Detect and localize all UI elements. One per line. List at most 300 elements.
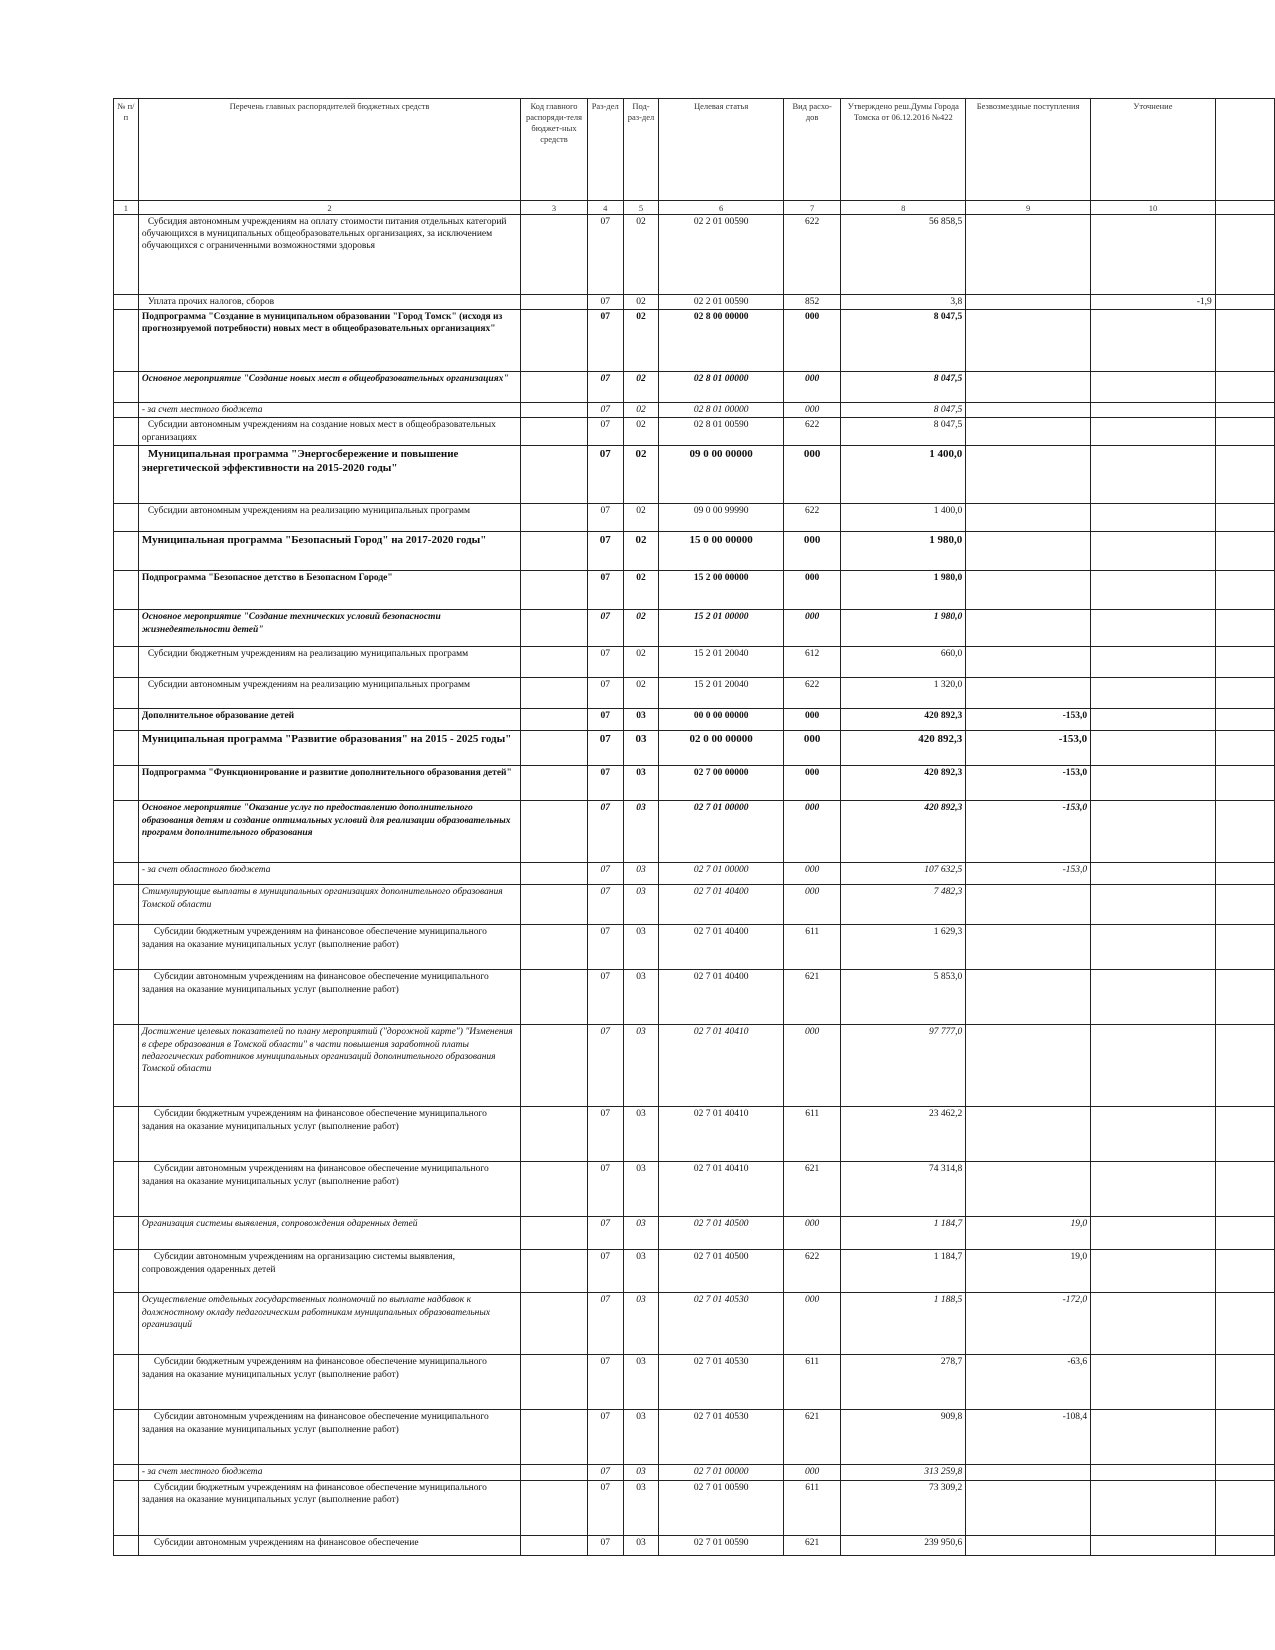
refinement-cell bbox=[1091, 310, 1216, 372]
free-receipts-cell bbox=[966, 1535, 1091, 1555]
row-number-cell bbox=[114, 504, 139, 532]
budget-code-cell bbox=[521, 885, 588, 925]
expense-type-cell: 000 bbox=[783, 1465, 841, 1480]
free-receipts-cell bbox=[966, 1480, 1091, 1535]
row-number-cell bbox=[114, 925, 139, 970]
table-row bbox=[114, 1250, 1275, 1293]
extra-cell bbox=[1215, 446, 1274, 504]
row-description: Осуществление отдельных государственных полномочий по выплате надбавок к должностному окладу педагогическим работникам муниципальных образовательных организаций bbox=[138, 1293, 520, 1355]
row-number-cell bbox=[114, 970, 139, 1025]
budget-code-cell bbox=[521, 571, 588, 610]
row-description: Субсидии автономным учреждениям на реализацию муниципальных программ bbox=[138, 504, 520, 532]
razdel-cell: 07 bbox=[587, 1465, 623, 1480]
row-number-cell bbox=[114, 1535, 139, 1555]
free-receipts-cell: -108,4 bbox=[966, 1410, 1091, 1465]
extra-cell bbox=[1215, 504, 1274, 532]
budget-code-cell bbox=[521, 372, 588, 403]
target-article-cell: 00 0 00 00000 bbox=[659, 709, 784, 731]
extra-cell bbox=[1215, 863, 1274, 885]
approved-amount-cell: 420 892,3 bbox=[841, 801, 966, 863]
extra-cell bbox=[1215, 678, 1274, 709]
row-description: Субсидии автономным учреждениям на организацию системы выявления, сопровождения одаренных детей bbox=[138, 1250, 520, 1293]
row-description: Основное мероприятие "Оказание услуг по предоставлению дополнительного образования детям и создание оптимальных условий для реализации образовательных программ дополнительного образования bbox=[138, 801, 520, 863]
budget-code-cell bbox=[521, 1293, 588, 1355]
refinement-cell bbox=[1091, 1025, 1216, 1107]
podrazdel-cell: 03 bbox=[623, 801, 659, 863]
target-article-cell: 02 7 01 40530 bbox=[659, 1293, 784, 1355]
approved-amount-cell: 23 462,2 bbox=[841, 1107, 966, 1162]
razdel-cell: 07 bbox=[587, 215, 623, 295]
table-row bbox=[114, 403, 1275, 418]
podrazdel-cell: 02 bbox=[623, 418, 659, 446]
refinement-cell bbox=[1091, 1217, 1216, 1250]
extra-cell bbox=[1215, 766, 1274, 801]
target-article-cell: 02 7 00 00000 bbox=[659, 766, 784, 801]
row-number-cell bbox=[114, 1480, 139, 1535]
table-row bbox=[114, 610, 1275, 647]
extra-cell bbox=[1215, 532, 1274, 571]
budget-code-cell bbox=[521, 731, 588, 766]
table-row bbox=[114, 532, 1275, 571]
row-description: Субсидии автономным учреждениям на финансовое обеспечение муниципального задания на оказание муниципальных услуг (выполнение работ) bbox=[138, 1162, 520, 1217]
podrazdel-cell: 02 bbox=[623, 610, 659, 647]
refinement-cell bbox=[1091, 571, 1216, 610]
extra-cell bbox=[1215, 372, 1274, 403]
budget-code-cell bbox=[521, 418, 588, 446]
extra-cell bbox=[1215, 885, 1274, 925]
razdel-cell: 07 bbox=[587, 610, 623, 647]
expense-type-cell: 622 bbox=[783, 678, 841, 709]
row-description: Субсидии автономным учреждениям на финансовое обеспечение муниципального задания на оказание муниципальных услуг (выполнение работ) bbox=[138, 970, 520, 1025]
table-row bbox=[114, 1025, 1275, 1107]
razdel-cell: 07 bbox=[587, 446, 623, 504]
refinement-cell bbox=[1091, 1162, 1216, 1217]
extra-cell bbox=[1215, 1355, 1274, 1410]
extra-cell bbox=[1215, 1025, 1274, 1107]
podrazdel-cell: 03 bbox=[623, 863, 659, 885]
table-row bbox=[114, 801, 1275, 863]
budget-code-cell bbox=[521, 403, 588, 418]
expense-type-cell: 611 bbox=[783, 1107, 841, 1162]
approved-amount-cell: 909,8 bbox=[841, 1410, 966, 1465]
podrazdel-cell: 02 bbox=[623, 403, 659, 418]
target-article-cell: 15 2 01 00000 bbox=[659, 610, 784, 647]
budget-code-cell bbox=[521, 1107, 588, 1162]
table-row bbox=[114, 571, 1275, 610]
row-number-cell bbox=[114, 571, 139, 610]
row-description: Субсидии автономным учреждениям на финансовое обеспечение муниципального задания на оказание муниципальных услуг (выполнение работ) bbox=[138, 1410, 520, 1465]
expense-type-cell: 622 bbox=[783, 215, 841, 295]
row-number-cell bbox=[114, 446, 139, 504]
podrazdel-cell: 03 bbox=[623, 731, 659, 766]
free-receipts-cell bbox=[966, 571, 1091, 610]
column-number: 6 bbox=[659, 201, 784, 215]
refinement-cell: -1,9 bbox=[1091, 295, 1216, 310]
approved-amount-cell: 660,0 bbox=[841, 647, 966, 678]
expense-type-cell: 622 bbox=[783, 418, 841, 446]
razdel-cell: 07 bbox=[587, 372, 623, 403]
razdel-cell: 07 bbox=[587, 678, 623, 709]
free-receipts-cell bbox=[966, 215, 1091, 295]
free-receipts-cell: -63,6 bbox=[966, 1355, 1091, 1410]
podrazdel-cell: 03 bbox=[623, 1480, 659, 1535]
podrazdel-cell: 03 bbox=[623, 1465, 659, 1480]
refinement-cell bbox=[1091, 610, 1216, 647]
podrazdel-cell: 03 bbox=[623, 1250, 659, 1293]
expense-type-cell: 000 bbox=[783, 709, 841, 731]
podrazdel-cell: 03 bbox=[623, 709, 659, 731]
extra-cell bbox=[1215, 925, 1274, 970]
header-cell: Под-раз-дел bbox=[623, 99, 659, 201]
budget-code-cell bbox=[521, 1355, 588, 1410]
approved-amount-cell: 1 400,0 bbox=[841, 446, 966, 504]
razdel-cell: 07 bbox=[587, 1535, 623, 1555]
razdel-cell: 07 bbox=[587, 403, 623, 418]
podrazdel-cell: 02 bbox=[623, 647, 659, 678]
target-article-cell: 02 7 01 00000 bbox=[659, 1465, 784, 1480]
table-row bbox=[114, 647, 1275, 678]
table-row bbox=[114, 1355, 1275, 1410]
target-article-cell: 02 7 01 40530 bbox=[659, 1355, 784, 1410]
target-article-cell: 15 2 01 20040 bbox=[659, 647, 784, 678]
podrazdel-cell: 03 bbox=[623, 885, 659, 925]
razdel-cell: 07 bbox=[587, 731, 623, 766]
row-description: Субсидии бюджетным учреждениям на финансовое обеспечение муниципального задания на оказание муниципальных услуг (выполнение работ) bbox=[138, 1355, 520, 1410]
row-description: Организация системы выявления, сопровождения одаренных детей bbox=[138, 1217, 520, 1250]
approved-amount-cell: 74 314,8 bbox=[841, 1162, 966, 1217]
budget-code-cell bbox=[521, 504, 588, 532]
razdel-cell: 07 bbox=[587, 1355, 623, 1410]
row-number-cell bbox=[114, 1355, 139, 1410]
razdel-cell: 07 bbox=[587, 1162, 623, 1217]
extra-cell bbox=[1215, 403, 1274, 418]
row-number-cell bbox=[114, 647, 139, 678]
table-row bbox=[114, 970, 1275, 1025]
approved-amount-cell: 239 950,6 bbox=[841, 1535, 966, 1555]
table-header-row bbox=[114, 99, 1275, 201]
expense-type-cell: 000 bbox=[783, 1217, 841, 1250]
extra-cell bbox=[1215, 970, 1274, 1025]
target-article-cell: 02 7 01 40400 bbox=[659, 885, 784, 925]
row-description: - за счет областного бюджета bbox=[138, 863, 520, 885]
table-row bbox=[114, 372, 1275, 403]
expense-type-cell: 621 bbox=[783, 1410, 841, 1465]
table-row bbox=[114, 925, 1275, 970]
budget-code-cell bbox=[521, 215, 588, 295]
extra-cell bbox=[1215, 1293, 1274, 1355]
extra-cell bbox=[1215, 571, 1274, 610]
refinement-cell bbox=[1091, 731, 1216, 766]
refinement-cell bbox=[1091, 970, 1216, 1025]
extra-cell bbox=[1215, 647, 1274, 678]
budget-code-cell bbox=[521, 532, 588, 571]
refinement-cell bbox=[1091, 403, 1216, 418]
razdel-cell: 07 bbox=[587, 925, 623, 970]
razdel-cell: 07 bbox=[587, 885, 623, 925]
podrazdel-cell: 02 bbox=[623, 446, 659, 504]
extra-cell bbox=[1215, 1465, 1274, 1480]
razdel-cell: 07 bbox=[587, 766, 623, 801]
row-number-cell bbox=[114, 1217, 139, 1250]
expense-type-cell: 000 bbox=[783, 310, 841, 372]
podrazdel-cell: 03 bbox=[623, 1162, 659, 1217]
free-receipts-cell: -153,0 bbox=[966, 801, 1091, 863]
extra-cell bbox=[1215, 215, 1274, 295]
table-row bbox=[114, 1107, 1275, 1162]
budget-code-cell bbox=[521, 1162, 588, 1217]
approved-amount-cell: 8 047,5 bbox=[841, 310, 966, 372]
free-receipts-cell bbox=[966, 532, 1091, 571]
expense-type-cell: 000 bbox=[783, 532, 841, 571]
podrazdel-cell: 02 bbox=[623, 678, 659, 709]
extra-cell bbox=[1215, 1217, 1274, 1250]
table-row bbox=[114, 446, 1275, 504]
free-receipts-cell bbox=[966, 403, 1091, 418]
header-cell: Код главного распоряди-теля бюджет-ных средств bbox=[521, 99, 588, 201]
refinement-cell bbox=[1091, 801, 1216, 863]
row-number-cell bbox=[114, 863, 139, 885]
refinement-cell bbox=[1091, 709, 1216, 731]
razdel-cell: 07 bbox=[587, 1480, 623, 1535]
row-description: Субсидии бюджетным учреждениям на финансовое обеспечение муниципального задания на оказание муниципальных услуг (выполнение работ) bbox=[138, 1480, 520, 1535]
extra-cell bbox=[1215, 731, 1274, 766]
extra-cell bbox=[1215, 1535, 1274, 1555]
column-number bbox=[1215, 201, 1274, 215]
refinement-cell bbox=[1091, 215, 1216, 295]
budget-code-cell bbox=[521, 310, 588, 372]
table-row bbox=[114, 885, 1275, 925]
expense-type-cell: 000 bbox=[783, 731, 841, 766]
razdel-cell: 07 bbox=[587, 532, 623, 571]
row-description: Субсидии бюджетным учреждениям на финансовое обеспечение муниципального задания на оказание муниципальных услуг (выполнение работ) bbox=[138, 925, 520, 970]
row-number-cell bbox=[114, 532, 139, 571]
budget-code-cell bbox=[521, 295, 588, 310]
table-row bbox=[114, 215, 1275, 295]
table-row bbox=[114, 418, 1275, 446]
refinement-cell bbox=[1091, 1355, 1216, 1410]
approved-amount-cell: 5 853,0 bbox=[841, 970, 966, 1025]
podrazdel-cell: 03 bbox=[623, 970, 659, 1025]
table-row bbox=[114, 1480, 1275, 1535]
row-number-cell bbox=[114, 1107, 139, 1162]
razdel-cell: 07 bbox=[587, 310, 623, 372]
row-description: Муниципальная программа "Энергосбережение и повышение энергетической эффективности на 2015-2020 годы" bbox=[138, 446, 520, 504]
row-number-cell bbox=[114, 731, 139, 766]
column-number: 5 bbox=[623, 201, 659, 215]
expense-type-cell: 000 bbox=[783, 801, 841, 863]
column-number: 3 bbox=[521, 201, 588, 215]
target-article-cell: 02 2 01 00590 bbox=[659, 295, 784, 310]
row-description: Подпрограмма "Функционирование и развитие дополнительного образования детей" bbox=[138, 766, 520, 801]
budget-code-cell bbox=[521, 709, 588, 731]
budget-code-cell bbox=[521, 1250, 588, 1293]
target-article-cell: 02 0 00 00000 bbox=[659, 731, 784, 766]
budget-code-cell bbox=[521, 1535, 588, 1555]
table-row bbox=[114, 766, 1275, 801]
row-number-cell bbox=[114, 885, 139, 925]
target-article-cell: 02 7 01 40410 bbox=[659, 1025, 784, 1107]
podrazdel-cell: 03 bbox=[623, 766, 659, 801]
podrazdel-cell: 02 bbox=[623, 215, 659, 295]
target-article-cell: 02 7 01 40410 bbox=[659, 1162, 784, 1217]
row-description: Достижение целевых показателей по плану мероприятий ("дорожной карте") "Изменения в сфере образования в Томской области" в части повышения заработной платы педагогических работников муниципальных организаций дополнительного образования Томской области bbox=[138, 1025, 520, 1107]
refinement-cell bbox=[1091, 446, 1216, 504]
table-row bbox=[114, 863, 1275, 885]
free-receipts-cell bbox=[966, 1465, 1091, 1480]
free-receipts-cell bbox=[966, 1162, 1091, 1217]
row-description: Субсидии бюджетным учреждениям на финансовое обеспечение муниципального задания на оказание муниципальных услуг (выполнение работ) bbox=[138, 1107, 520, 1162]
target-article-cell: 02 7 01 40400 bbox=[659, 925, 784, 970]
approved-amount-cell: 1 188,5 bbox=[841, 1293, 966, 1355]
free-receipts-cell: 19,0 bbox=[966, 1217, 1091, 1250]
razdel-cell: 07 bbox=[587, 970, 623, 1025]
header-cell: Вид расхо-дов bbox=[783, 99, 841, 201]
target-article-cell: 02 7 01 40500 bbox=[659, 1217, 784, 1250]
refinement-cell bbox=[1091, 863, 1216, 885]
approved-amount-cell: 1 400,0 bbox=[841, 504, 966, 532]
budget-code-cell bbox=[521, 1480, 588, 1535]
expense-type-cell: 000 bbox=[783, 403, 841, 418]
refinement-cell bbox=[1091, 504, 1216, 532]
target-article-cell: 15 2 01 20040 bbox=[659, 678, 784, 709]
razdel-cell: 07 bbox=[587, 1293, 623, 1355]
expense-type-cell: 000 bbox=[783, 571, 841, 610]
refinement-cell bbox=[1091, 885, 1216, 925]
table-row bbox=[114, 731, 1275, 766]
refinement-cell bbox=[1091, 532, 1216, 571]
header-cell: Раз-дел bbox=[587, 99, 623, 201]
column-number: 9 bbox=[966, 201, 1091, 215]
target-article-cell: 02 7 01 40500 bbox=[659, 1250, 784, 1293]
column-number: 2 bbox=[138, 201, 520, 215]
table-row bbox=[114, 678, 1275, 709]
approved-amount-cell: 7 482,3 bbox=[841, 885, 966, 925]
table-row bbox=[114, 1465, 1275, 1480]
row-description: Стимулирующие выплаты в муниципальных организациях дополнительного образования Томской области bbox=[138, 885, 520, 925]
row-description: Субсидии автономным учреждениям на создание новых мест в общеобразовательных организациях bbox=[138, 418, 520, 446]
budget-code-cell bbox=[521, 610, 588, 647]
refinement-cell bbox=[1091, 1293, 1216, 1355]
podrazdel-cell: 03 bbox=[623, 1217, 659, 1250]
row-description: Муниципальная программа "Безопасный Город" на 2017-2020 годы" bbox=[138, 532, 520, 571]
razdel-cell: 07 bbox=[587, 1217, 623, 1250]
row-description: Субсидии бюджетным учреждениям на реализацию муниципальных программ bbox=[138, 647, 520, 678]
expense-type-cell: 000 bbox=[783, 610, 841, 647]
approved-amount-cell: 107 632,5 bbox=[841, 863, 966, 885]
approved-amount-cell: 1 980,0 bbox=[841, 571, 966, 610]
target-article-cell: 02 8 01 00000 bbox=[659, 372, 784, 403]
table-row bbox=[114, 1535, 1275, 1555]
table-row bbox=[114, 1410, 1275, 1465]
podrazdel-cell: 03 bbox=[623, 1107, 659, 1162]
row-description: Уплата прочих налогов, сборов bbox=[138, 295, 520, 310]
free-receipts-cell bbox=[966, 925, 1091, 970]
extra-cell bbox=[1215, 418, 1274, 446]
free-receipts-cell: -153,0 bbox=[966, 731, 1091, 766]
refinement-cell bbox=[1091, 418, 1216, 446]
refinement-cell bbox=[1091, 678, 1216, 709]
podrazdel-cell: 02 bbox=[623, 372, 659, 403]
row-number-cell bbox=[114, 766, 139, 801]
razdel-cell: 07 bbox=[587, 647, 623, 678]
table-row bbox=[114, 709, 1275, 731]
column-number: 4 bbox=[587, 201, 623, 215]
expense-type-cell: 622 bbox=[783, 1250, 841, 1293]
refinement-cell bbox=[1091, 1480, 1216, 1535]
budget-code-cell bbox=[521, 801, 588, 863]
row-number-cell bbox=[114, 310, 139, 372]
approved-amount-cell: 313 259,8 bbox=[841, 1465, 966, 1480]
target-article-cell: 02 7 01 00000 bbox=[659, 863, 784, 885]
approved-amount-cell: 1 184,7 bbox=[841, 1217, 966, 1250]
budget-code-cell bbox=[521, 1025, 588, 1107]
free-receipts-cell bbox=[966, 678, 1091, 709]
podrazdel-cell: 02 bbox=[623, 532, 659, 571]
razdel-cell: 07 bbox=[587, 418, 623, 446]
target-article-cell: 09 0 00 00000 bbox=[659, 446, 784, 504]
target-article-cell: 02 7 01 00000 bbox=[659, 801, 784, 863]
approved-amount-cell: 278,7 bbox=[841, 1355, 966, 1410]
approved-amount-cell: 1 980,0 bbox=[841, 532, 966, 571]
row-number-cell bbox=[114, 1162, 139, 1217]
free-receipts-cell bbox=[966, 372, 1091, 403]
free-receipts-cell bbox=[966, 885, 1091, 925]
target-article-cell: 02 8 01 00590 bbox=[659, 418, 784, 446]
expense-type-cell: 622 bbox=[783, 504, 841, 532]
approved-amount-cell: 3,8 bbox=[841, 295, 966, 310]
refinement-cell bbox=[1091, 1465, 1216, 1480]
row-description: Основное мероприятие "Создание новых мест в общеобразовательных организациях" bbox=[138, 372, 520, 403]
refinement-cell bbox=[1091, 766, 1216, 801]
podrazdel-cell: 03 bbox=[623, 1293, 659, 1355]
podrazdel-cell: 03 bbox=[623, 1025, 659, 1107]
row-description: Основное мероприятие "Создание технических условий безопасности жизнедеятельности детей" bbox=[138, 610, 520, 647]
approved-amount-cell: 1 184,7 bbox=[841, 1250, 966, 1293]
budget-code-cell bbox=[521, 678, 588, 709]
table-row bbox=[114, 295, 1275, 310]
table-row bbox=[114, 310, 1275, 372]
header-cell: Утверждено реш.Думы Города Томска от 06.12.2016 №422 bbox=[841, 99, 966, 201]
column-number-row bbox=[114, 201, 1275, 215]
target-article-cell: 02 8 00 00000 bbox=[659, 310, 784, 372]
expense-type-cell: 611 bbox=[783, 925, 841, 970]
approved-amount-cell: 1 980,0 bbox=[841, 610, 966, 647]
free-receipts-cell bbox=[966, 310, 1091, 372]
header-cell: Уточнение bbox=[1091, 99, 1216, 201]
expense-type-cell: 852 bbox=[783, 295, 841, 310]
razdel-cell: 07 bbox=[587, 504, 623, 532]
approved-amount-cell: 1 629,3 bbox=[841, 925, 966, 970]
table-row bbox=[114, 504, 1275, 532]
row-number-cell bbox=[114, 372, 139, 403]
expense-type-cell: 000 bbox=[783, 446, 841, 504]
expense-type-cell: 611 bbox=[783, 1355, 841, 1410]
podrazdel-cell: 02 bbox=[623, 504, 659, 532]
expense-type-cell: 611 bbox=[783, 1480, 841, 1535]
podrazdel-cell: 02 bbox=[623, 571, 659, 610]
extra-cell bbox=[1215, 1107, 1274, 1162]
expense-type-cell: 621 bbox=[783, 970, 841, 1025]
row-description: Подпрограмма "Создание в муниципальном образовании "Город Томск" (исходя из прогнозируемой потребности) новых мест в общеобразовательных организациях" bbox=[138, 310, 520, 372]
row-number-cell bbox=[114, 295, 139, 310]
row-description: Муниципальная программа "Развитие образования" на 2015 - 2025 годы" bbox=[138, 731, 520, 766]
razdel-cell: 07 bbox=[587, 1025, 623, 1107]
header-cell: Безвозмездные поступления bbox=[966, 99, 1091, 201]
expense-type-cell: 000 bbox=[783, 372, 841, 403]
approved-amount-cell: 8 047,5 bbox=[841, 418, 966, 446]
free-receipts-cell: -153,0 bbox=[966, 863, 1091, 885]
podrazdel-cell: 03 bbox=[623, 1535, 659, 1555]
